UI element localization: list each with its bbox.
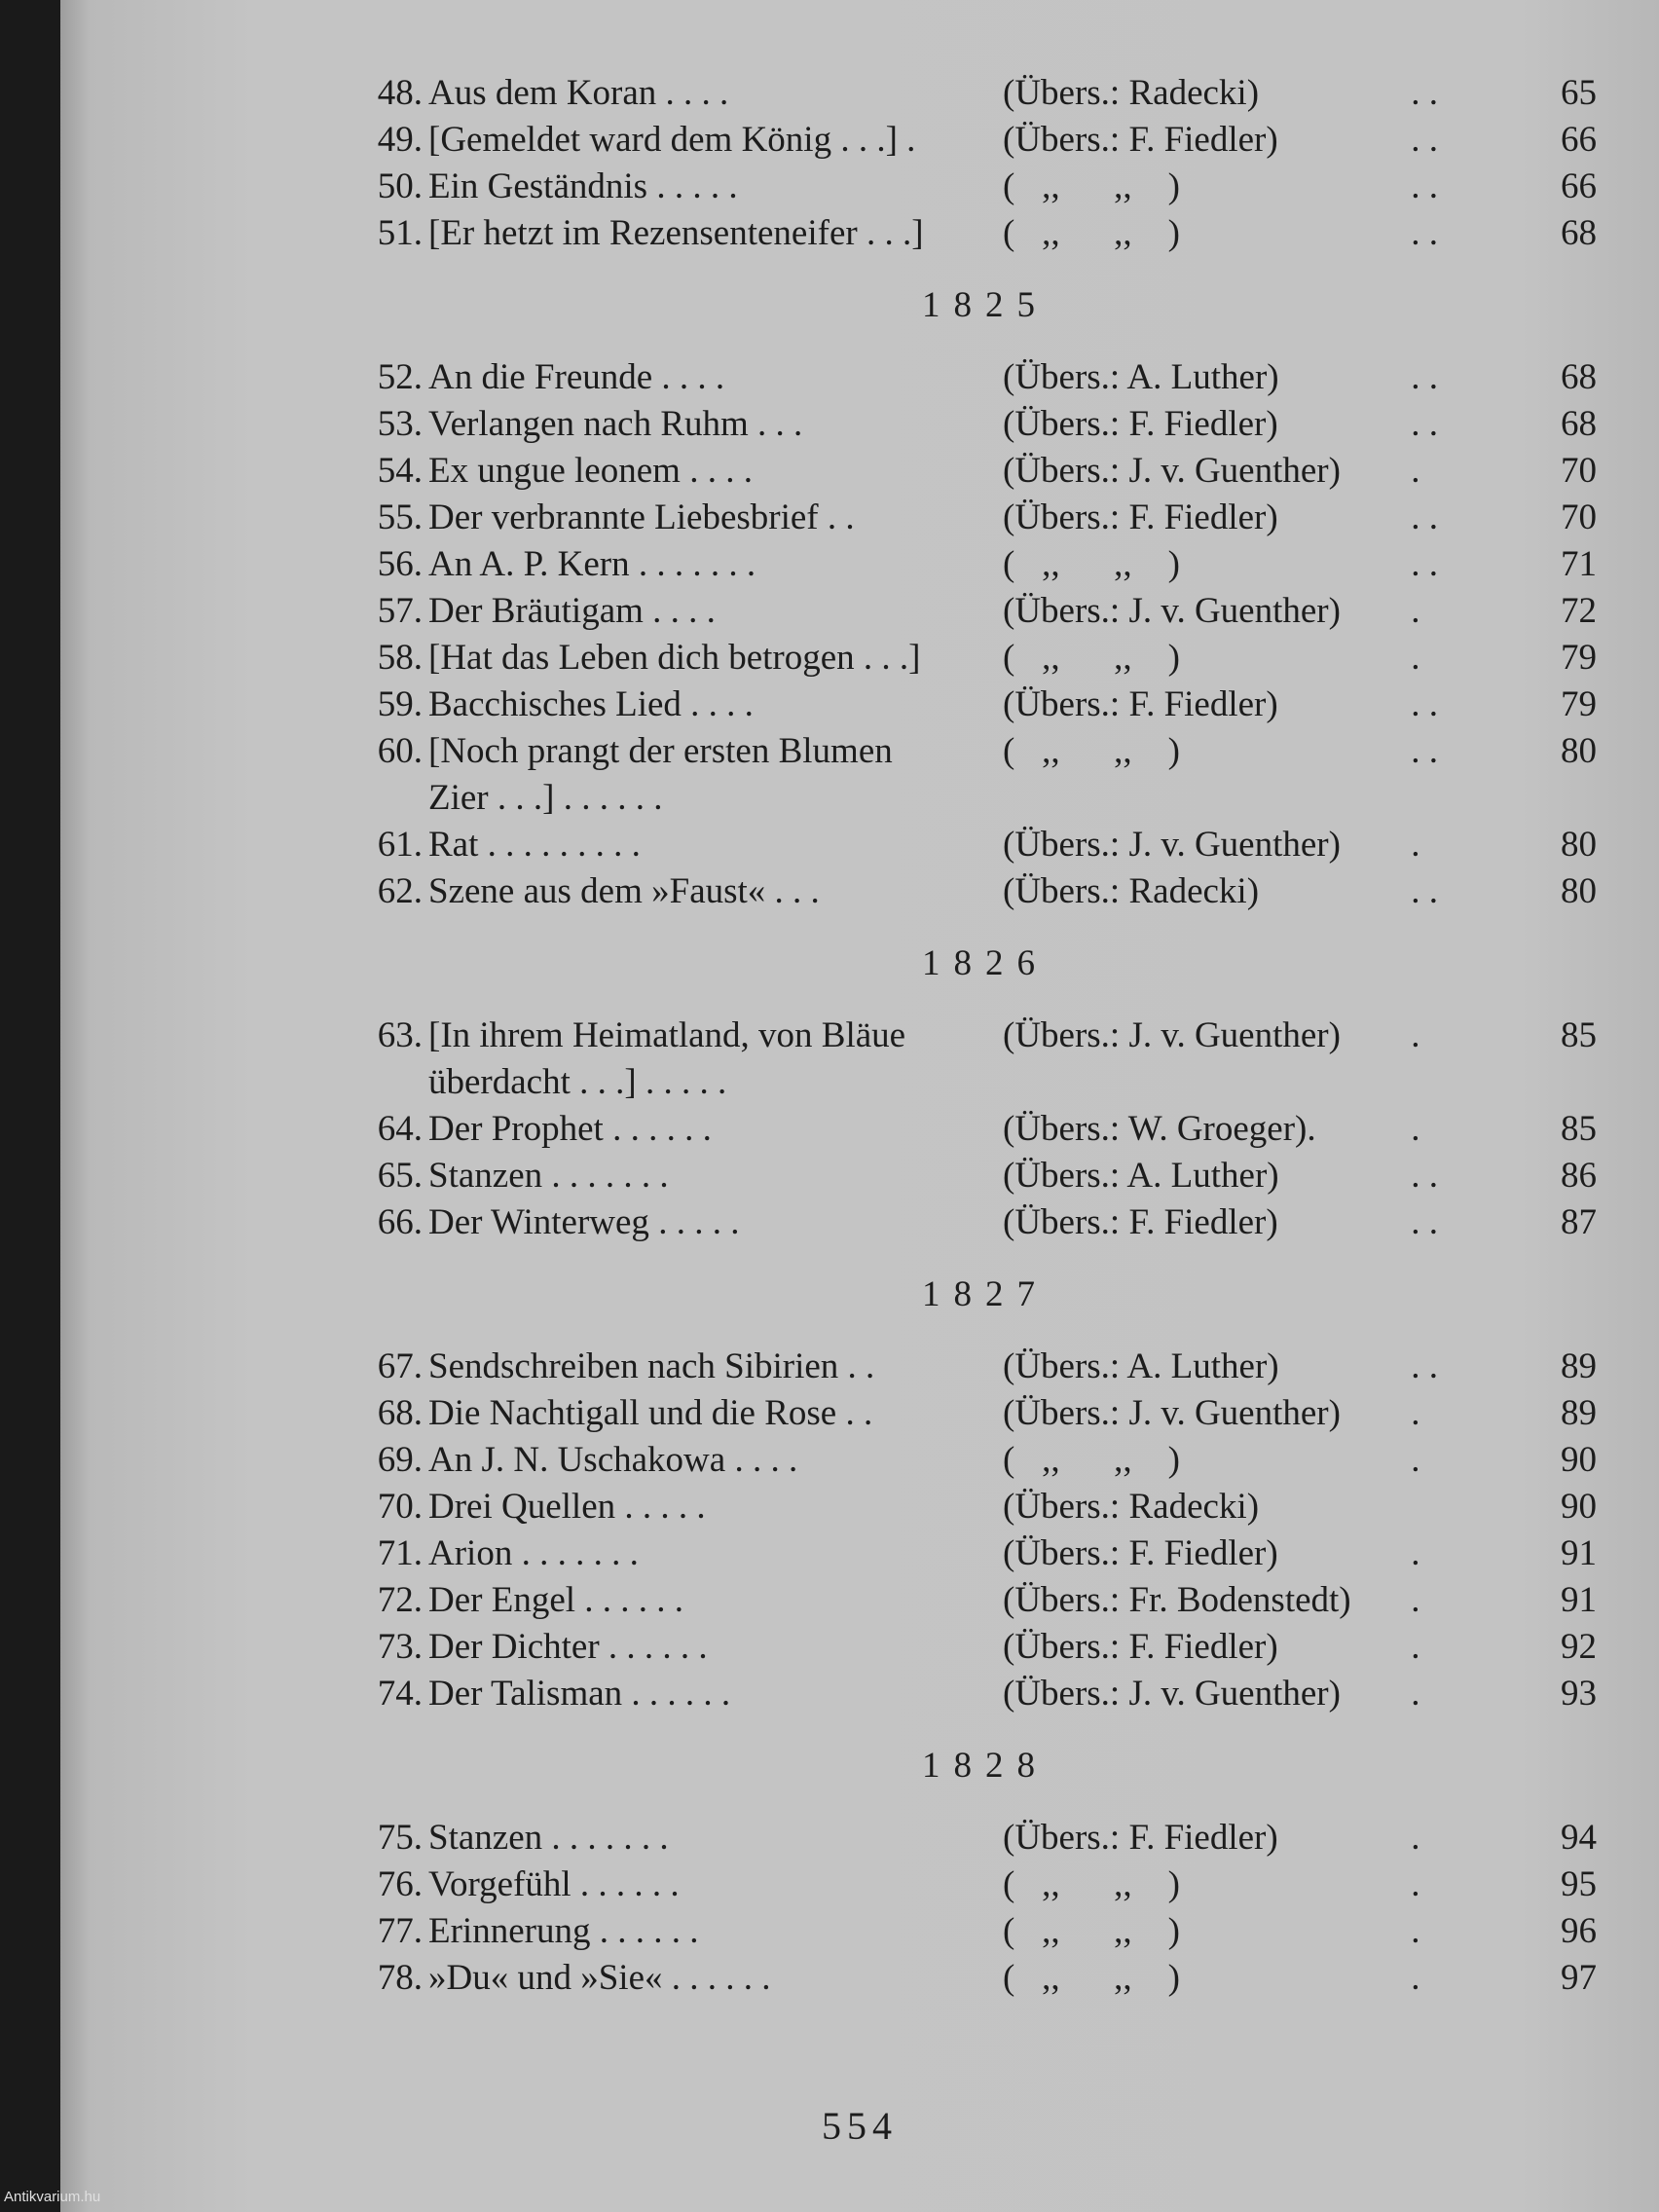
leader-dots-tail: .	[1402, 1015, 1420, 1055]
leader-dots-tail: . .	[1402, 73, 1438, 113]
toc-entry	[362, 822, 1618, 868]
toc-entry	[362, 448, 1618, 495]
toc-entry	[362, 1955, 1618, 2002]
toc-entry	[362, 354, 1618, 401]
entry-title-cell	[423, 495, 1003, 541]
page-ref: 70	[1561, 498, 1597, 537]
leader-dots: . . . .	[725, 1440, 798, 1480]
entry-title: An A. P. Kern	[428, 544, 630, 584]
leader-dots: .	[897, 120, 916, 160]
page-ref: 72	[1561, 591, 1597, 631]
page-ref: 80	[1561, 825, 1597, 865]
entry-title: Aus dem Koran	[428, 73, 657, 113]
entry-title-cell	[423, 1624, 1003, 1671]
entry-title: Bacchisches Lied	[428, 684, 682, 724]
entry-title: Rat	[428, 825, 479, 865]
year-heading: 1825	[922, 285, 1049, 325]
entry-title-continuation: überdacht . . .]	[428, 1062, 637, 1102]
entry-number: 73.	[377, 1627, 423, 1667]
translator: ( ,, ,, )	[1003, 213, 1180, 253]
leader-dots: . . . . . .	[599, 1627, 708, 1667]
entry-number: 67.	[377, 1346, 423, 1386]
entry-title-cell	[423, 401, 1003, 448]
translator: ( ,, ,, )	[1003, 1958, 1180, 1998]
entry-number: 65.	[377, 1156, 423, 1196]
translator: ( ,, ,, )	[1003, 1864, 1180, 1904]
entry-title-cell	[423, 210, 1003, 257]
translator: (Übers.: F. Fiedler)	[1003, 120, 1278, 160]
translator: (Übers.: F. Fiedler)	[1003, 1533, 1278, 1573]
toc-entry	[362, 1908, 1618, 1955]
page-ref: 65	[1561, 73, 1597, 113]
entry-title: Die Nachtigall und die Rose	[428, 1393, 837, 1433]
entry-title: Arion	[428, 1533, 513, 1573]
leader-dots: . . . . . .	[662, 1958, 771, 1998]
entry-title: [Gemeldet ward dem König . . .]	[428, 120, 898, 160]
toc-entry	[362, 1671, 1618, 1717]
leader-dots-tail: . .	[1402, 544, 1438, 584]
translator: (Übers.: F. Fiedler)	[1003, 1202, 1278, 1242]
page-ref: 66	[1561, 166, 1597, 206]
page-ref: 89	[1561, 1393, 1597, 1433]
entry-number: 61.	[377, 825, 423, 865]
toc-entry	[362, 588, 1618, 635]
leader-dots: . . . . . . .	[512, 1533, 639, 1573]
entry-number: 69.	[377, 1440, 423, 1480]
entry-number: 76.	[377, 1864, 423, 1904]
entry-number: 78.	[377, 1958, 423, 1998]
entry-title: [Er hetzt im Rezensenteneifer . . .]	[428, 213, 924, 253]
translator: (Übers.: A. Luther)	[1003, 1346, 1279, 1386]
translator: (Übers.: Radecki)	[1003, 871, 1260, 911]
translator: (Übers.: F. Fiedler)	[1003, 1627, 1278, 1667]
leader-dots-tail: .	[1402, 825, 1420, 865]
entry-title-cell	[423, 1199, 1003, 1246]
leader-dots: . . . .	[643, 591, 716, 631]
year-heading: 1826	[922, 943, 1049, 983]
translator: (Übers.: A. Luther)	[1003, 1156, 1279, 1196]
translator: (Übers.: J. v. Guenther)	[1003, 1674, 1341, 1714]
toc-entry	[362, 70, 1618, 117]
page-ref: 96	[1561, 1911, 1597, 1951]
entry-title: Szene aus dem »Faust«	[428, 871, 766, 911]
entry-title-cell	[423, 117, 1003, 164]
page-ref: 68	[1561, 213, 1597, 253]
entry-number: 70.	[377, 1487, 423, 1527]
translator: (Übers.: W. Groeger).	[1003, 1109, 1316, 1149]
year-heading: 1827	[922, 1274, 1049, 1314]
entry-number: 62.	[377, 871, 423, 911]
toc-entry	[362, 1815, 1618, 1862]
entry-number: 77.	[377, 1911, 423, 1951]
leader-dots: . . .	[765, 871, 820, 911]
leader-dots: . . . .	[681, 684, 754, 724]
entry-title-cell	[423, 1955, 1003, 2002]
translator: ( ,, ,, )	[1003, 544, 1180, 584]
leader-dots-tail: .	[1402, 1864, 1420, 1904]
entry-title: Der Talisman	[428, 1674, 623, 1714]
leader-dots: . . . . .	[636, 1062, 727, 1102]
leader-dots: . . . . . .	[603, 1109, 712, 1149]
entry-title: Der Dichter	[428, 1627, 600, 1667]
toc-entry	[362, 541, 1618, 588]
entry-title: [In ihrem Heimatland, von Bläue	[428, 1015, 906, 1055]
translator: (Übers.: J. v. Guenther)	[1003, 1393, 1341, 1433]
leader-dots-tail: . .	[1402, 684, 1438, 724]
toc-entry	[362, 401, 1618, 448]
leader-dots-tail: . .	[1402, 1346, 1438, 1386]
entry-title-cell	[423, 70, 1003, 117]
entry-title-cell	[423, 541, 1003, 588]
leader-dots-tail: .	[1402, 1440, 1420, 1480]
page-ref: 71	[1561, 544, 1597, 584]
leader-dots-tail: .	[1402, 1911, 1420, 1951]
page-ref: 91	[1561, 1580, 1597, 1620]
entry-title-cell	[423, 635, 1003, 682]
leader-dots: . . . . .	[648, 1202, 740, 1242]
entry-number: 64.	[377, 1109, 423, 1149]
translator: (Übers.: Radecki)	[1003, 1487, 1260, 1527]
toc-entry	[362, 1199, 1618, 1246]
page-ref: 80	[1561, 871, 1597, 911]
leader-dots-tail: . .	[1402, 404, 1438, 444]
entry-title-cell	[423, 354, 1003, 401]
page-number: 554	[822, 2104, 898, 2148]
toc-entry	[362, 1390, 1618, 1437]
leader-dots-tail: .	[1402, 638, 1420, 678]
entry-title-cell	[423, 164, 1003, 210]
leader-dots-tail: .	[1402, 451, 1420, 491]
entry-title-cell	[423, 1862, 1003, 1908]
toc-entry	[362, 728, 1618, 822]
entry-title-cell	[423, 728, 1003, 822]
translator: (Übers.: F. Fiedler)	[1003, 498, 1278, 537]
toc-entry	[362, 1013, 1618, 1106]
leader-dots-tail: . .	[1402, 731, 1438, 771]
translator: (Übers.: J. v. Guenther)	[1003, 591, 1341, 631]
translator: ( ,, ,, )	[1003, 638, 1180, 678]
leader-dots-tail: .	[1402, 1109, 1420, 1149]
entry-number: 49.	[377, 120, 423, 160]
leader-dots-tail: .	[1402, 1674, 1420, 1714]
translator: ( ,, ,, )	[1003, 1911, 1180, 1951]
toc-entry	[362, 1484, 1618, 1530]
translator: (Übers.: F. Fiedler)	[1003, 1818, 1278, 1858]
entry-number: 57.	[377, 591, 423, 631]
leader-dots: . . . . . . . . .	[478, 825, 641, 865]
entry-title-continuation: Zier . . .]	[428, 778, 555, 818]
entry-number: 53.	[377, 404, 423, 444]
entry-title: Drei Quellen	[428, 1487, 616, 1527]
toc-entry	[362, 1624, 1618, 1671]
toc-entry	[362, 868, 1618, 915]
page-ref: 70	[1561, 451, 1597, 491]
translator: (Übers.: F. Fiedler)	[1003, 404, 1278, 444]
entry-title-cell	[423, 822, 1003, 868]
entry-title-cell	[423, 1577, 1003, 1624]
entry-title-cell	[423, 1671, 1003, 1717]
page-ref: 85	[1561, 1015, 1597, 1055]
leader-dots: . . . .	[680, 451, 753, 491]
leader-dots: . . . .	[652, 357, 725, 397]
entry-title: Der Winterweg	[428, 1202, 649, 1242]
entry-title: [Noch prangt der ersten Blumen	[428, 731, 893, 771]
entry-title: Erinnerung	[428, 1911, 591, 1951]
page-ref: 93	[1561, 1674, 1597, 1714]
entry-title-cell	[423, 1390, 1003, 1437]
translator: (Übers.: J. v. Guenther)	[1003, 451, 1341, 491]
toc-entry	[362, 495, 1618, 541]
page-ref: 79	[1561, 638, 1597, 678]
leader-dots: . . . . .	[615, 1487, 706, 1527]
entry-number: 58.	[377, 638, 423, 678]
watermark: Antikvarium.hu	[4, 2189, 101, 2205]
entry-title-cell	[423, 1908, 1003, 1955]
toc-entry	[362, 1577, 1618, 1624]
table-of-contents	[362, 70, 1618, 2002]
leader-dots: . . .	[748, 404, 803, 444]
toc-entry	[362, 1344, 1618, 1390]
entry-title: An die Freunde	[428, 357, 653, 397]
leader-dots-tail: . .	[1402, 871, 1438, 911]
toc-entry	[362, 1530, 1618, 1577]
toc-entry	[362, 1106, 1618, 1153]
leader-dots-tail: .	[1402, 1818, 1420, 1858]
year-heading: 1828	[922, 1746, 1049, 1786]
entry-number: 66.	[377, 1202, 423, 1242]
book-page	[60, 0, 1659, 2212]
leader-dots: . . . .	[656, 73, 729, 113]
toc-entry	[362, 682, 1618, 728]
entry-title: Der Engel	[428, 1580, 576, 1620]
page-ref: 86	[1561, 1156, 1597, 1196]
entry-number: 51.	[377, 213, 423, 253]
entry-title: An J. N. Uschakowa	[428, 1440, 726, 1480]
leader-dots: . . . . . .	[590, 1911, 699, 1951]
leader-dots: . . . . . . .	[542, 1156, 669, 1196]
entry-number: 68.	[377, 1393, 423, 1433]
leader-dots: . . . . . .	[575, 1580, 684, 1620]
translator: (Übers.: A. Luther)	[1003, 357, 1279, 397]
entry-title: Ein Geständnis	[428, 166, 648, 206]
entry-title-cell	[423, 682, 1003, 728]
leader-dots-tail: .	[1402, 1580, 1420, 1620]
entry-title-cell	[423, 1106, 1003, 1153]
entry-title-cell	[423, 1437, 1003, 1484]
translator: (Übers.: Radecki)	[1003, 73, 1260, 113]
leader-dots-tail: . .	[1402, 213, 1438, 253]
leader-dots: . . . . .	[647, 166, 738, 206]
entry-title-cell	[423, 1013, 1003, 1106]
leader-dots-tail: .	[1402, 591, 1420, 631]
page-ref: 89	[1561, 1346, 1597, 1386]
entry-title: [Hat das Leben dich betrogen . . .]	[428, 638, 921, 678]
page-ref: 91	[1561, 1533, 1597, 1573]
page-ref: 68	[1561, 404, 1597, 444]
entry-number: 48.	[377, 73, 423, 113]
toc-entry	[362, 210, 1618, 257]
entry-title: Vorgefühl	[428, 1864, 571, 1904]
entry-title: Der Prophet	[428, 1109, 604, 1149]
entry-number: 75.	[377, 1818, 423, 1858]
leader-dots: . . . . . .	[571, 1864, 680, 1904]
entry-title-cell	[423, 1153, 1003, 1199]
entry-number: 52.	[377, 357, 423, 397]
leader-dots-tail: .	[1402, 1627, 1420, 1667]
page-ref: 66	[1561, 120, 1597, 160]
leader-dots-tail: . .	[1402, 1202, 1438, 1242]
entry-title: Der Bräutigam	[428, 591, 644, 631]
entry-title-cell	[423, 1815, 1003, 1862]
page-ref: 68	[1561, 357, 1597, 397]
leader-dots-tail: . .	[1402, 357, 1438, 397]
leader-dots: . .	[836, 1393, 873, 1433]
page-ref: 79	[1561, 684, 1597, 724]
entry-title-cell	[423, 868, 1003, 915]
entry-title: Stanzen	[428, 1156, 543, 1196]
entry-number: 55.	[377, 498, 423, 537]
page-ref: 94	[1561, 1818, 1597, 1858]
entry-number: 50.	[377, 166, 423, 206]
page-ref: 87	[1561, 1202, 1597, 1242]
entry-number: 59.	[377, 684, 423, 724]
page-ref: 85	[1561, 1109, 1597, 1149]
toc-entry	[362, 117, 1618, 164]
page-ref: 90	[1561, 1440, 1597, 1480]
toc-entry	[362, 1153, 1618, 1199]
toc-entry	[362, 164, 1618, 210]
translator: ( ,, ,, )	[1003, 731, 1180, 771]
entry-title: Ex ungue leonem	[428, 451, 681, 491]
leader-dots: . .	[818, 498, 855, 537]
leader-dots: . .	[838, 1346, 875, 1386]
page-ref: 95	[1561, 1864, 1597, 1904]
page-ref: 97	[1561, 1958, 1597, 1998]
leader-dots: . . . . . . .	[542, 1818, 669, 1858]
leader-dots-tail: . .	[1402, 166, 1438, 206]
toc-entry	[362, 635, 1618, 682]
entry-title-cell	[423, 1530, 1003, 1577]
translator: (Übers.: F. Fiedler)	[1003, 684, 1278, 724]
translator: (Übers.: J. v. Guenther)	[1003, 825, 1341, 865]
leader-dots-tail: .	[1402, 1533, 1420, 1573]
leader-dots: . . . . . .	[622, 1674, 731, 1714]
entry-title-cell	[423, 588, 1003, 635]
page-ref: 92	[1561, 1627, 1597, 1667]
entry-number: 63.	[377, 1015, 423, 1055]
leader-dots: . . . . . . .	[629, 544, 756, 584]
entry-number: 54.	[377, 451, 423, 491]
entry-title: Verlangen nach Ruhm	[428, 404, 749, 444]
leader-dots-tail: . .	[1402, 1156, 1438, 1196]
translator: ( ,, ,, )	[1003, 1440, 1180, 1480]
page-ref: 90	[1561, 1487, 1597, 1527]
entry-title: Stanzen	[428, 1818, 543, 1858]
translator: (Übers.: J. v. Guenther)	[1003, 1015, 1341, 1055]
entry-title-cell	[423, 1344, 1003, 1390]
entry-title-cell	[423, 1484, 1003, 1530]
translator: (Übers.: Fr. Bodenstedt)	[1003, 1580, 1351, 1620]
entry-number: 71.	[377, 1533, 423, 1573]
toc-entry	[362, 1437, 1618, 1484]
entry-number: 74.	[377, 1674, 423, 1714]
leader-dots-tail: . .	[1402, 120, 1438, 160]
leader-dots-tail: .	[1402, 1958, 1420, 1998]
toc-entry	[362, 1862, 1618, 1908]
entry-number: 60.	[377, 731, 423, 771]
entry-title: »Du« und »Sie«	[428, 1958, 663, 1998]
entry-number: 56.	[377, 544, 423, 584]
page-ref: 80	[1561, 731, 1597, 771]
entry-number: 72.	[377, 1580, 423, 1620]
translator: ( ,, ,, )	[1003, 166, 1180, 206]
leader-dots: . . . . . .	[554, 778, 663, 818]
leader-dots-tail: . .	[1402, 498, 1438, 537]
leader-dots-tail: .	[1402, 1393, 1420, 1433]
entry-title-cell	[423, 448, 1003, 495]
entry-title: Sendschreiben nach Sibirien	[428, 1346, 839, 1386]
entry-title: Der verbrannte Liebesbrief	[428, 498, 819, 537]
